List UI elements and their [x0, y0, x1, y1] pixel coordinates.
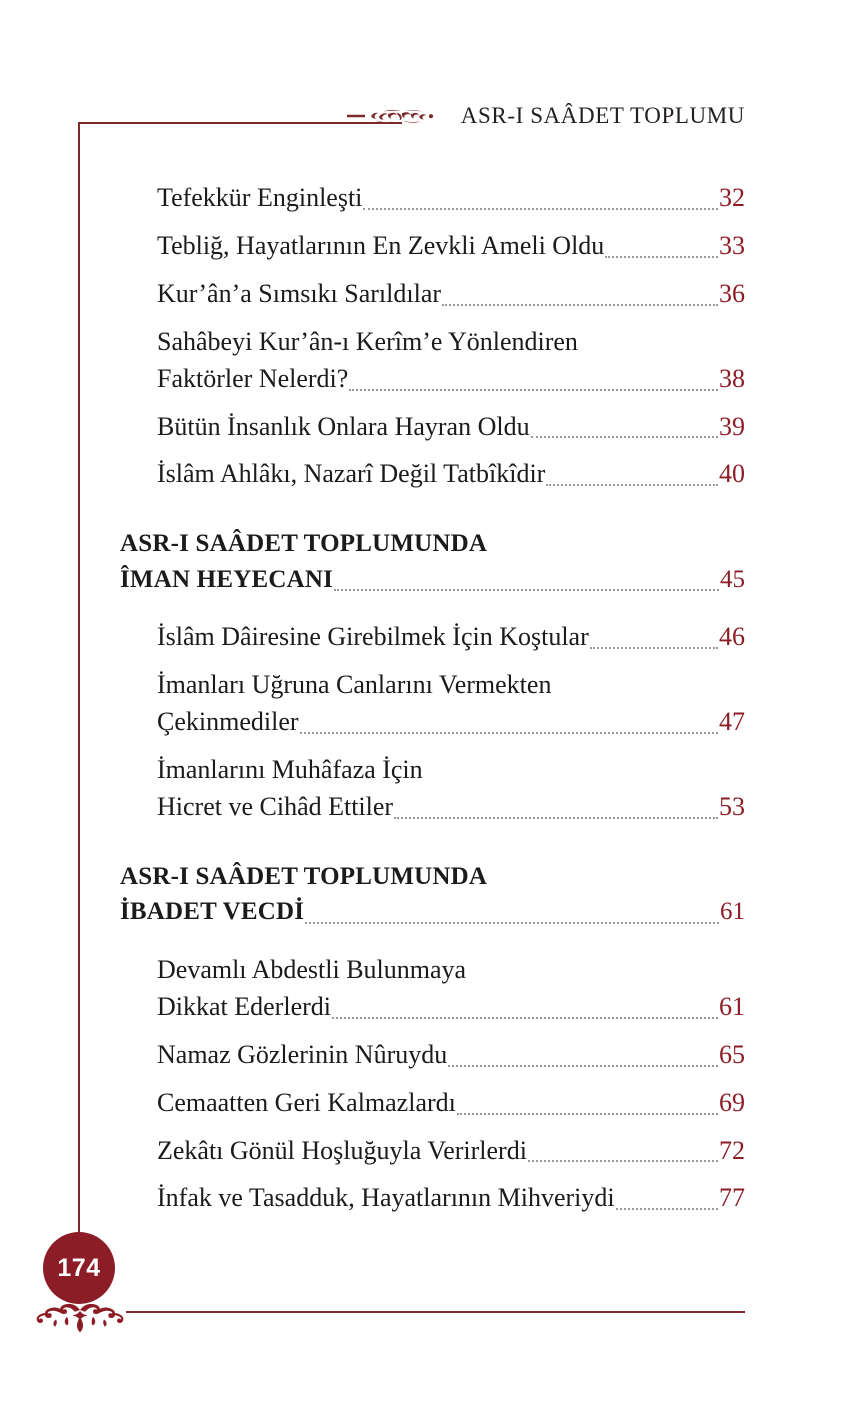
toc-dot-leader	[394, 816, 718, 819]
toc-line	[157, 276, 745, 313]
toc-entry-title: İslâm Ahlâkı, Nazarî Değil Tatbîkîdir	[157, 459, 546, 489]
toc-dot-leader	[300, 731, 718, 734]
toc-entry[interactable]	[0, 1037, 866, 1074]
toc-line	[157, 228, 745, 265]
toc-line	[157, 667, 745, 704]
table-of-contents	[0, 180, 866, 1228]
toc-dot-leader	[305, 921, 719, 924]
header-title: ASR-I SAÂDET TOPLUMU	[460, 103, 745, 128]
toc-section-heading[interactable]	[0, 527, 866, 597]
toc-entry-title: ASR-I SAÂDET TOPLUMUNDA	[120, 862, 488, 890]
toc-entry-title: ÎMAN HEYECANI	[120, 565, 334, 593]
toc-dot-leader	[605, 255, 718, 258]
toc-entry-title: Zekâtı Gönül Hoşluğuyla Verirlerdi	[157, 1135, 527, 1165]
toc-line	[157, 989, 745, 1026]
running-header	[0, 98, 866, 134]
toc-page-number: 33	[719, 230, 745, 260]
toc-entry-title: Dikkat Ederlerdi	[157, 991, 331, 1021]
toc-page-number: 53	[719, 791, 745, 821]
toc-entry[interactable]	[0, 228, 866, 265]
toc-dot-leader	[349, 388, 718, 391]
toc-dot-leader	[457, 1112, 718, 1115]
toc-line	[157, 361, 745, 398]
toc-line	[157, 752, 745, 789]
toc-entry-title: Devamlı Abdestli Bulunmaya	[157, 954, 467, 984]
toc-line	[157, 180, 745, 217]
toc-entry[interactable]	[0, 456, 866, 493]
toc-line	[120, 860, 745, 895]
toc-dot-leader	[616, 1207, 718, 1210]
toc-page-number: 77	[719, 1183, 745, 1213]
page-number-badge	[43, 1232, 115, 1304]
toc-entry-title: Sahâbeyi Kur’ân-ı Kerîm’e Yönlendiren	[157, 326, 578, 356]
toc-line	[157, 789, 745, 826]
toc-dot-leader	[528, 1159, 718, 1162]
toc-line	[157, 1133, 745, 1170]
bottom-rule	[126, 1311, 745, 1313]
toc-page-number: 40	[719, 459, 745, 489]
toc-dot-leader	[590, 646, 718, 649]
toc-line	[120, 527, 745, 562]
toc-entry-title: İnfak ve Tasadduk, Hayatlarının Mihveriydi	[157, 1183, 615, 1213]
toc-section-heading[interactable]	[0, 860, 866, 930]
toc-entry-title: İmanları Uğruna Canlarını Vermekten	[157, 670, 552, 700]
toc-entry-title: ASR-I SAÂDET TOPLUMUNDA	[120, 530, 488, 558]
toc-entry-title: Kur’ân’a Sımsıkı Sarıldılar	[157, 278, 442, 308]
toc-entry-title: Tefekkür Enginleşti	[157, 183, 363, 212]
toc-entry[interactable]	[0, 409, 866, 446]
toc-page-number: 46	[719, 622, 745, 652]
toc-dot-leader	[448, 1064, 718, 1067]
toc-dot-leader	[334, 588, 719, 591]
toc-page-number: 45	[720, 565, 745, 593]
toc-page-number: 61	[720, 898, 745, 926]
toc-entry-title: Faktörler Nelerdi?	[157, 363, 349, 393]
toc-line	[157, 456, 745, 493]
toc-line	[157, 409, 745, 446]
toc-dot-leader	[531, 435, 718, 438]
toc-dot-leader	[332, 1016, 718, 1019]
toc-line	[120, 562, 745, 598]
toc-entry-title: Namaz Gözlerinin Nûruydu	[157, 1039, 448, 1069]
toc-page-number: 32	[719, 183, 745, 212]
toc-page-number: 69	[719, 1087, 745, 1117]
toc-entry-title: İBADET VECDİ	[120, 898, 305, 926]
toc-line	[157, 952, 745, 989]
toc-entry-title: İmanlarını Muhâfaza İçin	[157, 755, 423, 785]
toc-line	[157, 1180, 745, 1217]
toc-entry-title: Bütün İnsanlık Onlara Hayran Oldu	[157, 411, 530, 441]
toc-page-number: 61	[719, 991, 745, 1021]
toc-entry-title: Cemaatten Geri Kalmazlardı	[157, 1087, 456, 1117]
toc-page-number: 65	[719, 1039, 745, 1069]
toc-page-number: 38	[719, 363, 745, 393]
toc-entry-title: Çekinmediler	[157, 707, 299, 737]
toc-entry[interactable]	[0, 324, 866, 398]
page-number: 174	[57, 1253, 101, 1282]
toc-line	[157, 704, 745, 741]
toc-line	[157, 1085, 745, 1122]
toc-dot-leader	[363, 207, 718, 210]
toc-entry-title: İslâm Dâiresine Girebilmek İçin Koştular	[157, 622, 589, 652]
toc-entry[interactable]	[0, 1133, 866, 1170]
toc-entry[interactable]	[0, 276, 866, 313]
toc-line	[157, 1037, 745, 1074]
toc-entry[interactable]	[0, 1180, 866, 1217]
toc-page-number: 39	[719, 411, 745, 441]
toc-entry[interactable]	[0, 752, 866, 826]
toc-page-number: 36	[719, 278, 745, 308]
toc-dot-leader	[546, 483, 718, 486]
toc-entry[interactable]	[0, 180, 866, 217]
toc-entry-title: Tebliğ, Hayatlarının En Zevkli Ameli Oldu	[157, 230, 605, 260]
toc-line	[157, 619, 745, 656]
toc-entry[interactable]	[0, 619, 866, 656]
toc-entry[interactable]	[0, 952, 866, 1026]
toc-entry-title: Hicret ve Cihâd Ettiler	[157, 791, 394, 821]
toc-line	[157, 324, 745, 361]
toc-entry[interactable]	[0, 667, 866, 741]
toc-line	[120, 894, 745, 930]
toc-dot-leader	[442, 303, 718, 306]
top-rule	[78, 122, 402, 124]
bottom-flourish-ornament	[34, 1296, 126, 1334]
toc-page-number: 47	[719, 707, 745, 737]
toc-entry[interactable]	[0, 1085, 866, 1122]
toc-page-number: 72	[719, 1135, 745, 1165]
